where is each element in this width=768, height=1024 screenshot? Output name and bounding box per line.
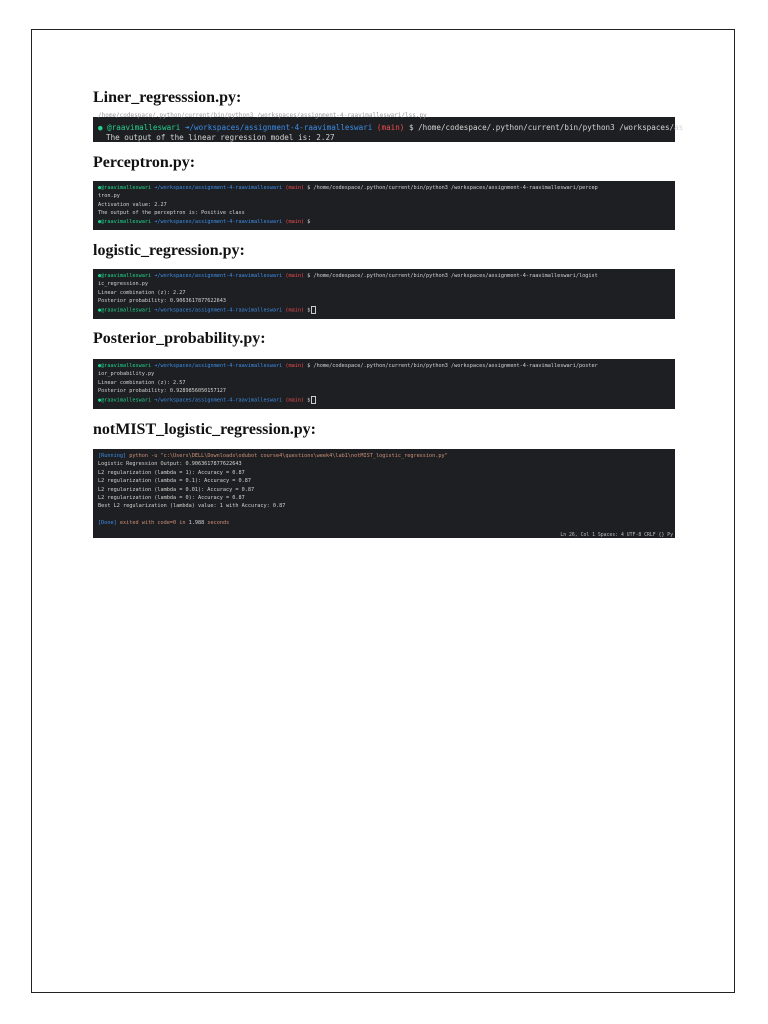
terminal-perceptron [93, 181, 675, 230]
section-heading-notmist: notMIST_logistic_regression.py: [93, 421, 316, 438]
prompt-command: $ /home/codespace/.python/current/bin/python3 /workspaces/as [408, 123, 684, 132]
prompt-branch: (main) [285, 397, 305, 404]
terminal-output-line: The output of the linear regression model is: 2.27 [106, 132, 335, 142]
prompt-dot-icon: ● [98, 218, 102, 225]
prompt-branch: (main) [285, 307, 305, 314]
terminal-prompt-line [98, 218, 675, 226]
terminal-output-line: L2 regularization (lambda = 1): Accuracy = 0.87 [98, 469, 245, 476]
prompt-user: @raavimalleswari [101, 363, 152, 369]
prompt-command: $ /home/codespace/.python/current/bin/python3 /workspaces/assignment-4-raavimalleswari/percep [307, 185, 598, 191]
prompt-path: ➜/workspaces/assignment-4-raavimalleswari [184, 123, 373, 132]
terminal-done-line [98, 519, 675, 527]
done-tag: [Done] [98, 520, 117, 527]
running-tag: [Running] [98, 453, 127, 459]
terminal-prompt-line [98, 396, 675, 405]
terminal-output-line: Logistic Regression Output: 0.9063617877622643 [98, 461, 242, 468]
terminal-output-line: ic_regression.py [98, 281, 148, 288]
terminal-output-line: tron.py [98, 193, 120, 200]
terminal-prompt-line [98, 123, 684, 133]
prompt-user: @raavimalleswari [101, 307, 152, 314]
prompt-symbol: $ [307, 218, 311, 225]
section-heading-linear-regression: Liner_regresssion.py: [93, 89, 242, 106]
prompt-branch: (main) [285, 218, 305, 225]
prompt-dot-icon: ● [98, 185, 102, 191]
terminal-output-line: Posterior probability: 0.9063617877622643 [98, 298, 227, 305]
terminal-output-line: The output of the perceptron is: Positive class [98, 210, 245, 217]
terminal-prompt-line [98, 272, 675, 280]
terminal-blank-line [98, 511, 675, 519]
section-heading-posterior-probability: Posterior_probability.py: [93, 330, 266, 347]
done-text: exited with code=0 in [119, 520, 186, 527]
prompt-path: ➜/workspaces/assignment-4-raavimalleswari [154, 307, 283, 314]
cursor-icon [311, 396, 316, 404]
prompt-command: $ /home/codespace/.python/current/bin/python3 /workspaces/assignment-4-raavimalleswari/logist [307, 273, 598, 279]
terminal-prompt-line [98, 306, 675, 315]
terminal-output-line: Best L2 regularization (lambda) value: 1 with Accuracy: 0.87 [98, 503, 286, 510]
prompt-symbol: $ [307, 397, 311, 404]
prompt-branch: (main) [285, 363, 305, 369]
prompt-symbol: $ [307, 307, 311, 314]
terminal-output-line: L2 regularization (lambda = 0.01): Accuracy = 0.87 [98, 486, 255, 493]
terminal-prompt-line [98, 362, 675, 370]
prompt-user: @raavimalleswari [101, 273, 152, 279]
done-time: 1.988 [188, 520, 205, 527]
prompt-dot-icon: ● [98, 123, 103, 132]
prompt-branch: (main) [285, 185, 305, 191]
terminal-output-line: Posterior probability: 0.9289856050157127 [98, 388, 227, 395]
prompt-dot-icon: ● [98, 363, 102, 369]
section-heading-perceptron: Perceptron.py: [93, 154, 196, 171]
terminal-output-line: Activation value: 2.27 [98, 201, 167, 208]
prompt-branch: (main) [376, 123, 405, 132]
prompt-path: ➜/workspaces/assignment-4-raavimalleswari [154, 363, 283, 369]
status-bar: Ln 26, Col 1 Spaces: 4 UTF-8 CRLF {} Py [560, 532, 673, 538]
prompt-branch: (main) [285, 273, 305, 279]
terminal-linear-regression [93, 112, 684, 142]
terminal-output-line: Linear combination (z): 2.57 [98, 379, 186, 386]
cursor-icon [311, 306, 316, 314]
done-unit: seconds [207, 520, 230, 527]
prompt-user: @raavimalleswari [101, 185, 152, 191]
terminal-running-line [98, 452, 675, 460]
prompt-path: ➜/workspaces/assignment-4-raavimalleswari [154, 273, 283, 279]
prompt-path: ➜/workspaces/assignment-4-raavimalleswari [154, 397, 283, 404]
terminal-output-line: L2 regularization (lambda = 0): Accuracy = 0.87 [98, 495, 245, 502]
terminal-notmist [93, 449, 675, 538]
prompt-user: @raavimalleswari [101, 218, 152, 225]
prompt-dot-icon: ● [98, 397, 102, 404]
prompt-path: ➜/workspaces/assignment-4-raavimalleswari [154, 218, 283, 225]
prompt-path: ➜/workspaces/assignment-4-raavimalleswari [154, 185, 283, 191]
prompt-user: @raavimalleswari [107, 123, 181, 132]
terminal-output-line: ior_probability.py [98, 371, 155, 378]
prompt-command: $ /home/codespace/.python/current/bin/python3 /workspaces/assignment-4-raavimalleswari/poster [307, 363, 598, 369]
prompt-dot-icon: ● [98, 273, 102, 279]
terminal-cut-line: /home/codespace/.python/current/bin/python3 /workspaces/assignment-4-raavimalleswari/lss.py [98, 112, 427, 119]
terminal-output-line: L2 regularization (lambda = 0.1): Accuracy = 0.87 [98, 478, 252, 485]
terminal-output-line: Linear combination (z): 2.27 [98, 289, 186, 296]
terminal-posterior-probability [93, 359, 675, 409]
section-heading-logistic-regression: logistic_regression.py: [93, 242, 245, 259]
terminal-logistic-regression [93, 269, 675, 319]
terminal-prompt-line [98, 184, 675, 192]
prompt-dot-icon: ● [98, 307, 102, 314]
prompt-user: @raavimalleswari [101, 397, 152, 404]
running-command: python -u "c:\Users\DELL\Downloads\odubot course4\questions\week4\lab1\notMIST_logistic_regression.py" [129, 453, 448, 459]
